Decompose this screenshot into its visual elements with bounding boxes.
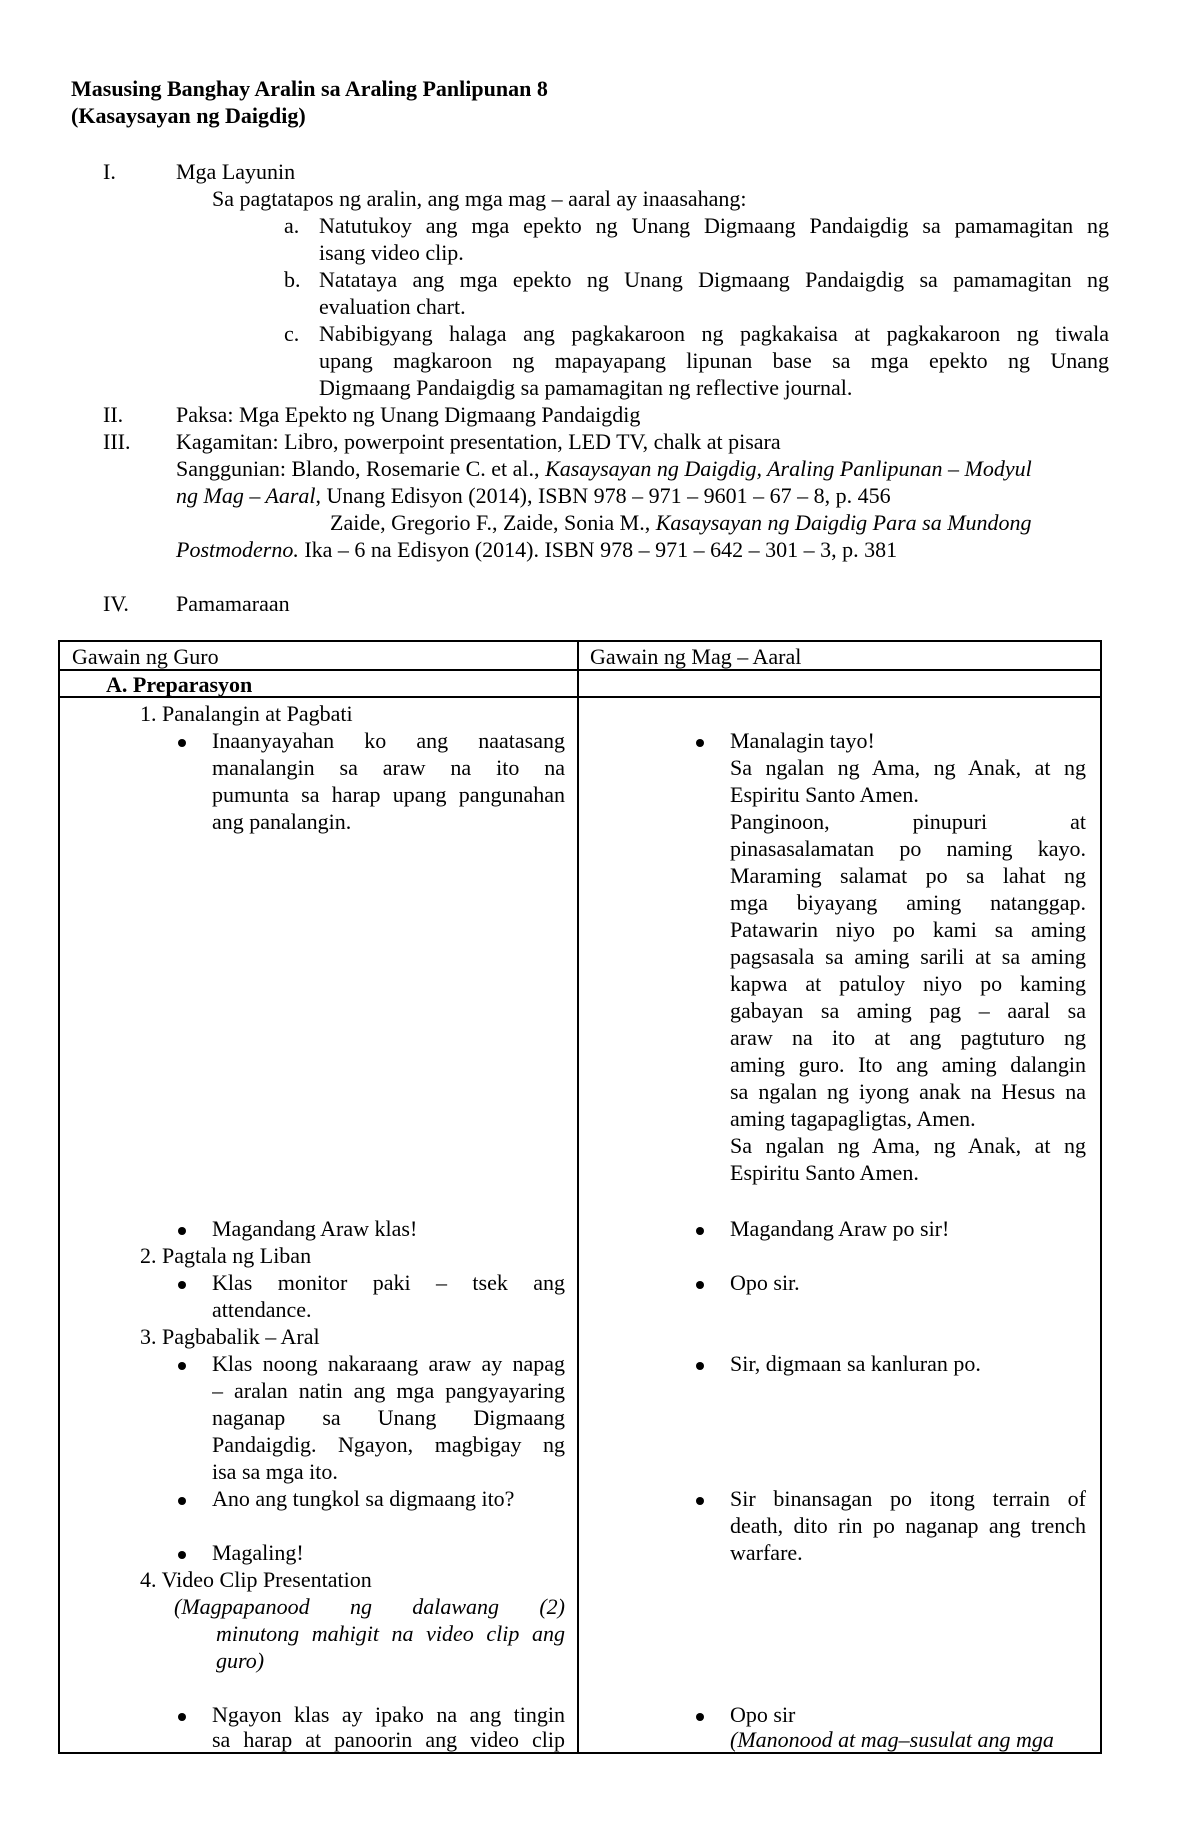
bullet-icon [696, 1362, 704, 1370]
prayer-line-7: mga biyayang aming natanggap. [730, 890, 1086, 915]
prayer-line-9: pagsasala sa aming sarili at sa aming [730, 944, 1086, 969]
title-line-1: Masusing Banghay Aralin sa Araling Panlipunan 8 [71, 76, 548, 101]
answer-line-1: Sir binansagan po itong terrain of [730, 1486, 1086, 1511]
bullet-icon [178, 1713, 186, 1721]
objective-c-line-1: Nabibigyang halaga ang pagkakaroon ng pagkakaisa at pagkakaroon ng tiwala [319, 321, 1109, 346]
procedure-table [58, 640, 1102, 1754]
step-2-title: 2. Pagtala ng Liban [140, 1243, 312, 1268]
step-3-title: 3. Pagbabalik – Aral [140, 1324, 320, 1349]
step-1-bullet-2: Magandang Araw klas! [212, 1216, 418, 1241]
video-response-1: Opo sir [730, 1702, 796, 1727]
reference-1-line-2 [176, 482, 891, 509]
section-1-heading: Mga Layunin [176, 159, 296, 184]
section-4-number: IV. [103, 591, 129, 616]
step-4-note-line-1: (Magpapanood ng dalawang (2) [174, 1594, 565, 1619]
reference-1-title-end: ng Mag – Aaral [176, 483, 316, 508]
bullet-icon [178, 1362, 186, 1370]
step-4-note-line-3: guro) [216, 1648, 265, 1673]
bullet-icon [178, 739, 186, 747]
bullet-icon [696, 1497, 704, 1505]
reference-1-details: , Unang Edisyon (2014), ISBN 978 – 971 – 9601 – 67 – 8, p. 456 [315, 483, 891, 508]
prayer-line-14: sa ngalan ng iyong anak na Hesus na [730, 1079, 1086, 1104]
header-mag-aaral-cell [578, 641, 1101, 670]
reference-2-line-1 [330, 509, 1032, 536]
section-2-text: Paksa: Mga Epekto ng Unang Digmaang Pandaigdig [176, 402, 641, 427]
prayer-line-4: Panginoon, pinupuri at [730, 809, 1086, 834]
step-4-title: 4. Video Clip Presentation [140, 1567, 372, 1592]
header-mag-aaral: Gawain ng Mag – Aaral [590, 644, 802, 669]
prayer-line-6: Maraming salamat po sa lahat ng [730, 863, 1086, 888]
objective-c-line-2: upang magkaroon ng mapayapang lipunan base sa mga epekto ng Unang [319, 348, 1109, 373]
bullet-icon [178, 1551, 186, 1559]
bullet-icon [178, 1281, 186, 1289]
step-4-note-line-2: minutong mahigit na video clip ang [216, 1621, 565, 1646]
step-3-bullet-1-line-3: naganap sa Unang Digmaang [212, 1405, 565, 1430]
part-a-empty-cell [578, 670, 1101, 697]
bullet-icon [696, 1713, 704, 1721]
step-1-title: 1. Panalangin at Pagbati [140, 701, 353, 726]
attendance-response: Opo sir. [730, 1270, 800, 1295]
answer-line-3: warfare. [730, 1540, 803, 1565]
title-line-2: (Kasaysayan ng Daigdig) [71, 103, 306, 128]
bullet-icon [178, 1497, 186, 1505]
step-1-bullet-1-line-4: ang panalangin. [212, 809, 352, 834]
objective-c-letter: c. [284, 321, 300, 346]
header-guro: Gawain ng Guro [72, 644, 219, 669]
section-3-text: Kagamitan: Libro, powerpoint presentation, LED TV, chalk at pisara [176, 429, 781, 454]
reference-2-authors: Zaide, Gregorio F., Zaide, Sonia M., [330, 510, 656, 535]
step-3-bullet-1-line-4: Pandaigdig. Ngayon, magbigay ng [212, 1432, 565, 1457]
guro-column [59, 697, 578, 1753]
part-a-label: A. Preparasyon [106, 672, 253, 697]
section-3-number: III. [103, 429, 131, 454]
document-title [71, 75, 548, 129]
section-4-text: Pamamaraan [176, 591, 290, 616]
objective-c-line-3: Digmaang Pandaigdig sa pamamagitan ng reflective journal. [319, 375, 853, 400]
step-2-bullet-1-line-1: Klas monitor paki – tsek ang [212, 1270, 565, 1295]
table-header-row [59, 641, 1101, 670]
mag-aaral-column [578, 697, 1101, 1753]
reference-1-label: Sanggunian: Blando, Rosemarie C. et al., [176, 456, 546, 481]
table-body-row [59, 697, 1101, 1753]
objective-b-letter: b. [284, 267, 301, 292]
bullet-icon [696, 739, 704, 747]
step-4-bullet-1-line-2: sa harap at panoorin ang video clip [212, 1727, 565, 1752]
step-3-bullet-1-line-2: – aralan natin ang mga pangyayaring [212, 1378, 565, 1403]
reference-2-line-2 [176, 536, 897, 563]
greeting-response: Magandang Araw po sir! [730, 1216, 950, 1241]
prayer-line-11: gabayan sa aming pag – aaral sa [730, 998, 1086, 1023]
bullet-icon [178, 1227, 186, 1235]
header-guro-cell [59, 641, 578, 670]
step-3-bullet-3: Magaling! [212, 1540, 304, 1565]
review-response: Sir, digmaan sa kanluran po. [730, 1351, 981, 1376]
prayer-line-12: araw na ito at ang pagtuturo ng [730, 1025, 1086, 1050]
bullet-icon [696, 1281, 704, 1289]
objective-a-letter: a. [284, 213, 300, 238]
prayer-line-2: Sa ngalan ng Ama, ng Anak, at ng [730, 755, 1086, 780]
step-3-bullet-2: Ano ang tungkol sa digmaang ito? [212, 1486, 515, 1511]
video-response-2: (Manonood at mag–susulat ang mga [730, 1727, 1054, 1752]
section-2-number: II. [103, 402, 124, 427]
objective-b-line-2: evaluation chart. [319, 294, 466, 319]
step-1-bullet-1-line-1: Inaanyayahan ko ang naatasang [212, 728, 565, 753]
reference-2-title-end: Postmoderno. [176, 537, 299, 562]
reference-1-title: Kasaysayan ng Daigdig, Araling Panlipunan – Modyul [545, 456, 1032, 481]
prayer-line-8: Patawarin niyo po kami sa aming [730, 917, 1086, 942]
reference-2-details: Ika – 6 na Edisyon (2014). ISBN 978 – 971 – 642 – 301 – 3, p. 381 [298, 537, 898, 562]
step-1-bullet-1-line-3: pumunta sa harap upang pangunahan [212, 782, 565, 807]
part-a-cell [59, 670, 578, 697]
prayer-line-17: Espiritu Santo Amen. [730, 1160, 919, 1185]
section-1-number: I. [103, 159, 116, 184]
prayer-line-15: aming tagapagligtas, Amen. [730, 1106, 976, 1131]
step-1-bullet-1-line-2: manalangin sa araw na ito na [212, 755, 565, 780]
prayer-line-1: Manalagin tayo! [730, 728, 875, 753]
objective-b-line-1: Natataya ang mga epekto ng Unang Digmaang Pandaigdig sa pamamagitan ng [319, 267, 1109, 292]
step-2-bullet-1-line-2: attendance. [212, 1297, 312, 1322]
reference-1-line-1 [176, 455, 1032, 482]
answer-line-2: death, dito rin po naganap ang trench [730, 1513, 1086, 1538]
reference-2-title: Kasaysayan ng Daigdig Para sa Mundong [655, 510, 1032, 535]
step-3-bullet-1-line-1: Klas noong nakaraang araw ay napag [212, 1351, 565, 1376]
table-part-a-row [59, 670, 1101, 697]
prayer-line-5: pinasasalamatan po naming kayo. [730, 836, 1086, 861]
prayer-line-3: Espiritu Santo Amen. [730, 782, 919, 807]
objective-a-line-1: Natutukoy ang mga epekto ng Unang Digmaang Pandaigdig sa pamamagitan ng [319, 213, 1109, 238]
prayer-line-10: kapwa at patuloy niyo po kaming [730, 971, 1086, 996]
objectives-intro: Sa pagtatapos ng aralin, ang mga mag – aaral ay inaasahang: [212, 186, 747, 211]
step-4-bullet-1-line-1: Ngayon klas ay ipako na ang tingin [212, 1702, 565, 1727]
step-3-bullet-1-line-5: isa sa mga ito. [212, 1459, 338, 1484]
prayer-line-16: Sa ngalan ng Ama, ng Anak, at ng [730, 1133, 1086, 1158]
objective-a-line-2: isang video clip. [319, 240, 464, 265]
prayer-line-13: aming guro. Ito ang aming dalangin [730, 1052, 1086, 1077]
bullet-icon [696, 1227, 704, 1235]
